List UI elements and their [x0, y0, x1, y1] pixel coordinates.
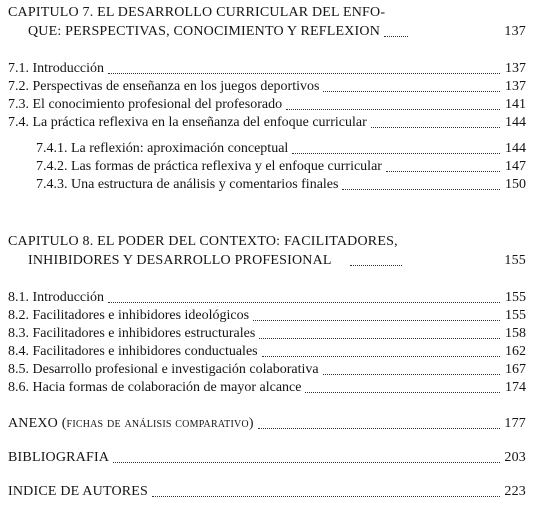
toc-entry-label: ANEXO (fichas de análisis comparativo) [8, 416, 254, 431]
toc-entry-7-4 [8, 113, 526, 133]
dot-leader [259, 338, 500, 339]
dot-leader [323, 374, 500, 375]
dot-leader [292, 153, 500, 154]
toc-entry-7-4-3 [36, 175, 526, 195]
chapter-7-title-text-2: QUE: PERSPECTIVAS, CONOCIMIENTO Y REFLEXION [28, 24, 381, 39]
chapter-7-title-line-2 [28, 22, 526, 42]
chapter-7-title-text-1: CAPITULO 7. EL DESARROLLO CURRICULAR DEL ENFO- [8, 5, 386, 20]
dot-leader [384, 36, 408, 37]
toc-entry-label: 8.5. Desarrollo profesional e investigación colaborativa [8, 362, 319, 377]
toc-entry-label: 8.1. Introducción [8, 290, 105, 305]
toc-entry-anexo [8, 414, 526, 434]
toc-entry-label: INDICE DE AUTORES [8, 484, 149, 499]
dot-leader [323, 91, 500, 92]
chapter-8-title-line-1 [8, 232, 528, 252]
toc-entry-label: 8.3. Facilitadores e inhibidores estructurales [8, 326, 256, 341]
toc-entry-7-3 [8, 95, 526, 115]
toc-entry-8-6 [8, 378, 526, 398]
dot-leader [108, 302, 500, 303]
toc-entry-7-2 [8, 77, 526, 97]
dot-leader [371, 127, 500, 128]
toc-entry-page: 223 [504, 484, 526, 499]
toc-entry-page: 150 [505, 177, 526, 192]
toc-entry-8-5 [8, 360, 526, 380]
toc-entry-label: 7.4. La práctica reflexiva en la enseñanza del enfoque curricular [8, 115, 367, 130]
toc-entry-7-1 [8, 59, 526, 79]
toc-entry-8-3 [8, 324, 526, 344]
dot-leader [253, 320, 500, 321]
dot-leader [108, 73, 500, 74]
dot-leader [386, 171, 500, 172]
chapter-8-title-line-2 [28, 251, 526, 271]
toc-entry-label: 8.2. Facilitadores e inhibidores ideológicos [8, 308, 250, 323]
toc-entry-label: 8.4. Facilitadores e inhibidores conductuales [8, 344, 258, 359]
toc-entry-page: 177 [504, 416, 526, 431]
toc-entry-8-4 [8, 342, 526, 362]
toc-entry-page: 155 [505, 290, 526, 305]
toc-entry-label: BIBLIOGRAFIA [8, 450, 110, 465]
toc-entry-page: 141 [505, 97, 526, 112]
toc-entry-label: 7.4.3. Una estructura de análisis y comentarios finales [36, 177, 339, 192]
chapter-8-title-text-2: INHIBIDORES Y DESARROLLO PROFESIONAL [28, 253, 332, 268]
chapter-7-page: 137 [504, 24, 526, 39]
toc-entry-7-4-1 [36, 139, 526, 159]
chapter-7-title-line-1 [8, 3, 528, 23]
toc-entry-page: 155 [505, 308, 526, 323]
toc-entry-page: 158 [505, 326, 526, 341]
toc-entry-page: 162 [505, 344, 526, 359]
toc-entry-page: 167 [505, 362, 526, 377]
dot-leader [342, 189, 500, 190]
toc-entry-page: 144 [505, 141, 526, 156]
toc-entry-label: 8.6. Hacia formas de colaboración de mayor alcance [8, 380, 302, 395]
toc-entry-label: 7.3. El conocimiento profesional del profesorado [8, 97, 283, 112]
dot-leader [286, 109, 500, 110]
dot-leader [350, 265, 402, 266]
toc-entry-8-2 [8, 306, 526, 326]
toc-entry-page: 144 [505, 115, 526, 130]
toc-entry-page: 174 [505, 380, 526, 395]
toc-entry-page: 147 [505, 159, 526, 174]
toc-entry-page: 137 [505, 61, 526, 76]
toc-entry-page: 203 [504, 450, 526, 465]
toc-entry-bibliografia [8, 448, 526, 468]
dot-leader [262, 356, 500, 357]
dot-leader [152, 496, 500, 497]
dot-leader [305, 392, 500, 393]
toc-entry-indice-de-autores [8, 482, 526, 502]
chapter-8-title-text-1: CAPITULO 8. EL PODER DEL CONTEXTO: FACILITADORES, [8, 234, 398, 249]
toc-entry-label: 7.2. Perspectivas de enseñanza en los juegos deportivos [8, 79, 320, 94]
toc-entry-8-1 [8, 288, 526, 308]
toc-entry-label: 7.4.2. Las formas de práctica reflexiva y el enfoque curricular [36, 159, 382, 174]
toc-entry-page: 137 [505, 79, 526, 94]
dot-leader [113, 462, 500, 463]
chapter-8-page: 155 [504, 253, 526, 268]
dot-leader [258, 428, 500, 429]
toc-entry-label: 7.1. Introducción [8, 61, 105, 76]
toc-entry-label: 7.4.1. La reflexión: aproximación conceptual [36, 141, 289, 156]
toc-entry-7-4-2 [36, 157, 526, 177]
